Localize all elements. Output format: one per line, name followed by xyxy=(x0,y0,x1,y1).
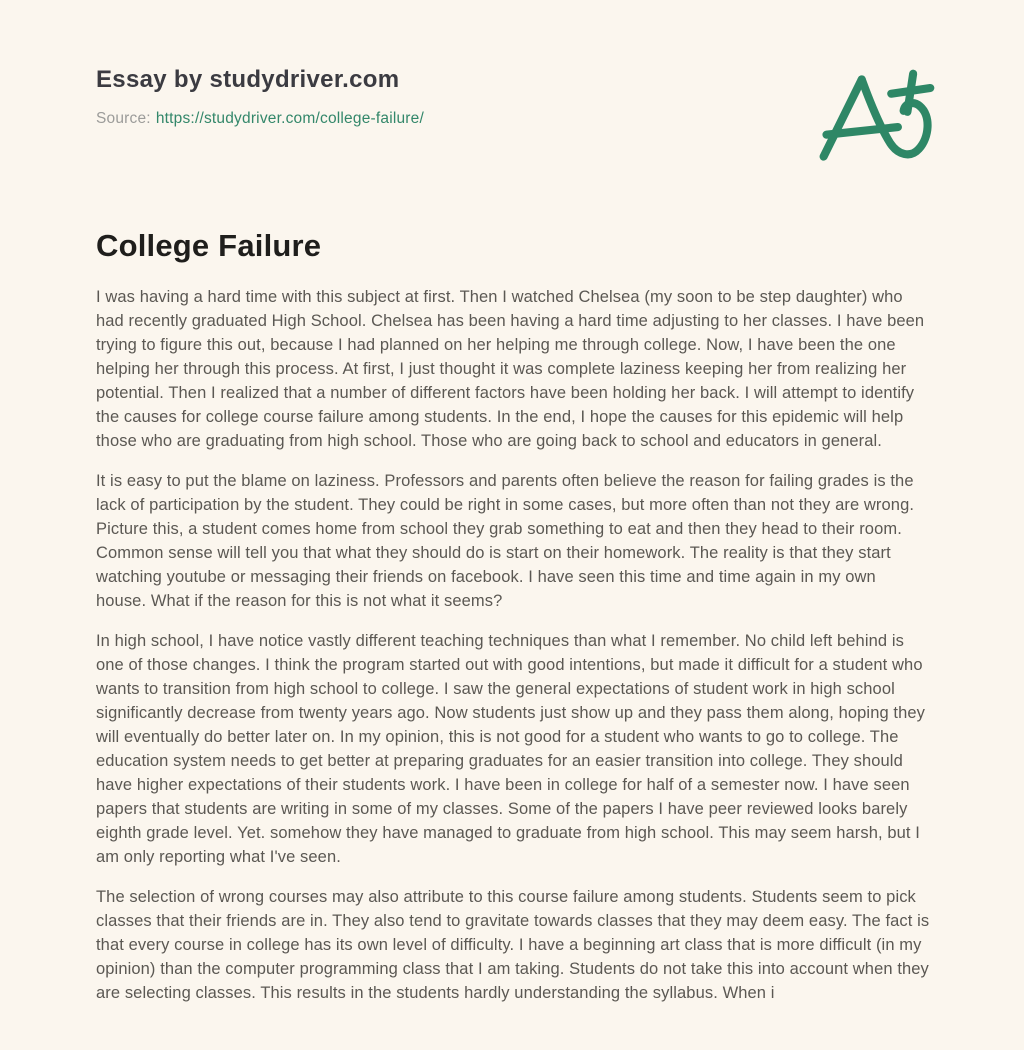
source-link[interactable]: https://studydriver.com/college-failure/ xyxy=(155,110,424,127)
essay-paragraph-4: The selection of wrong courses may also attribute to this course failure among students. Students seem to pick classes that their friends are in. They also tend to gravitate towards classes that they may deem easy. The fact is that every course in college has its own level of difficulty. I have a beginning art class that is more difficult (in my opinion) than the computer programming class that I am taking. Students do not take this into account when they are selecting classes. This results in the students hardly understanding the syllabus. When i xyxy=(96,888,930,1002)
source-label: Source: xyxy=(96,110,151,127)
essay-paragraph-1: I was having a hard time with this subject at first. Then I watched Chelsea (my soon to be step daughter) who had recently graduated High School. Chelsea has been having a hard time adjusting to her classes. I have been trying to figure this out, because I had planned on her helping me through college. Now, I have been the one helping her through this process. At first, I just thought it was complete laziness keeping her from realizing her potential. Then I realized that a number of different factors have been holding her back. I will attempt to identify the causes for college course failure among students. In the end, I hope the causes for this epidemic will help those who are graduating from high school. Those who are going back to school and educators in general. xyxy=(96,288,925,450)
a-plus-logo-icon xyxy=(814,68,938,168)
page-header xyxy=(96,66,930,128)
essay-body xyxy=(96,285,930,1005)
essay-content xyxy=(96,228,930,1005)
essay-paragraph-2: It is easy to put the blame on laziness. Professors and parents often believe the reason for failing grades is the lack of participation by the student. They could be right in some cases, but more often than not they are wrong. Picture this, a student comes home from school they grab something to eat and then they head to their room. Common sense will tell you that what they should do is start on their homework. The reality is that they start watching youtube or messaging their friends on facebook. I have seen this time and time again in my own house. What if the reason for this is not what it seems? xyxy=(96,472,915,610)
essay-title: College Failure xyxy=(96,228,322,263)
source-line xyxy=(96,110,930,128)
essay-paragraph-3: In high school, I have notice vastly different teaching techniques than what I remember. No child left behind is one of those changes. I think the program started out with good intentions, but made it difficult for a student who wants to transition from high school to college. I saw the general expectations of student work in high school significantly decrease from twenty years ago. Now students just show up and they pass them along, hoping they will eventually do better later on. In my opinion, this is not good for a student who wants to go to college. The education system needs to get better at preparing graduates for an easier transition into college. They should have higher expectations of their students work. I have been in college for half of a semester now. I have seen papers that students are writing in some of my classes. Some of the papers I have peer reviewed looks barely eighth grade level. Yet. somehow they have managed to graduate from high school. This may seem harsh, but I am only reporting what I've seen. xyxy=(96,632,926,866)
header-text xyxy=(96,66,930,128)
site-title: Essay by studydriver.com xyxy=(96,66,400,93)
